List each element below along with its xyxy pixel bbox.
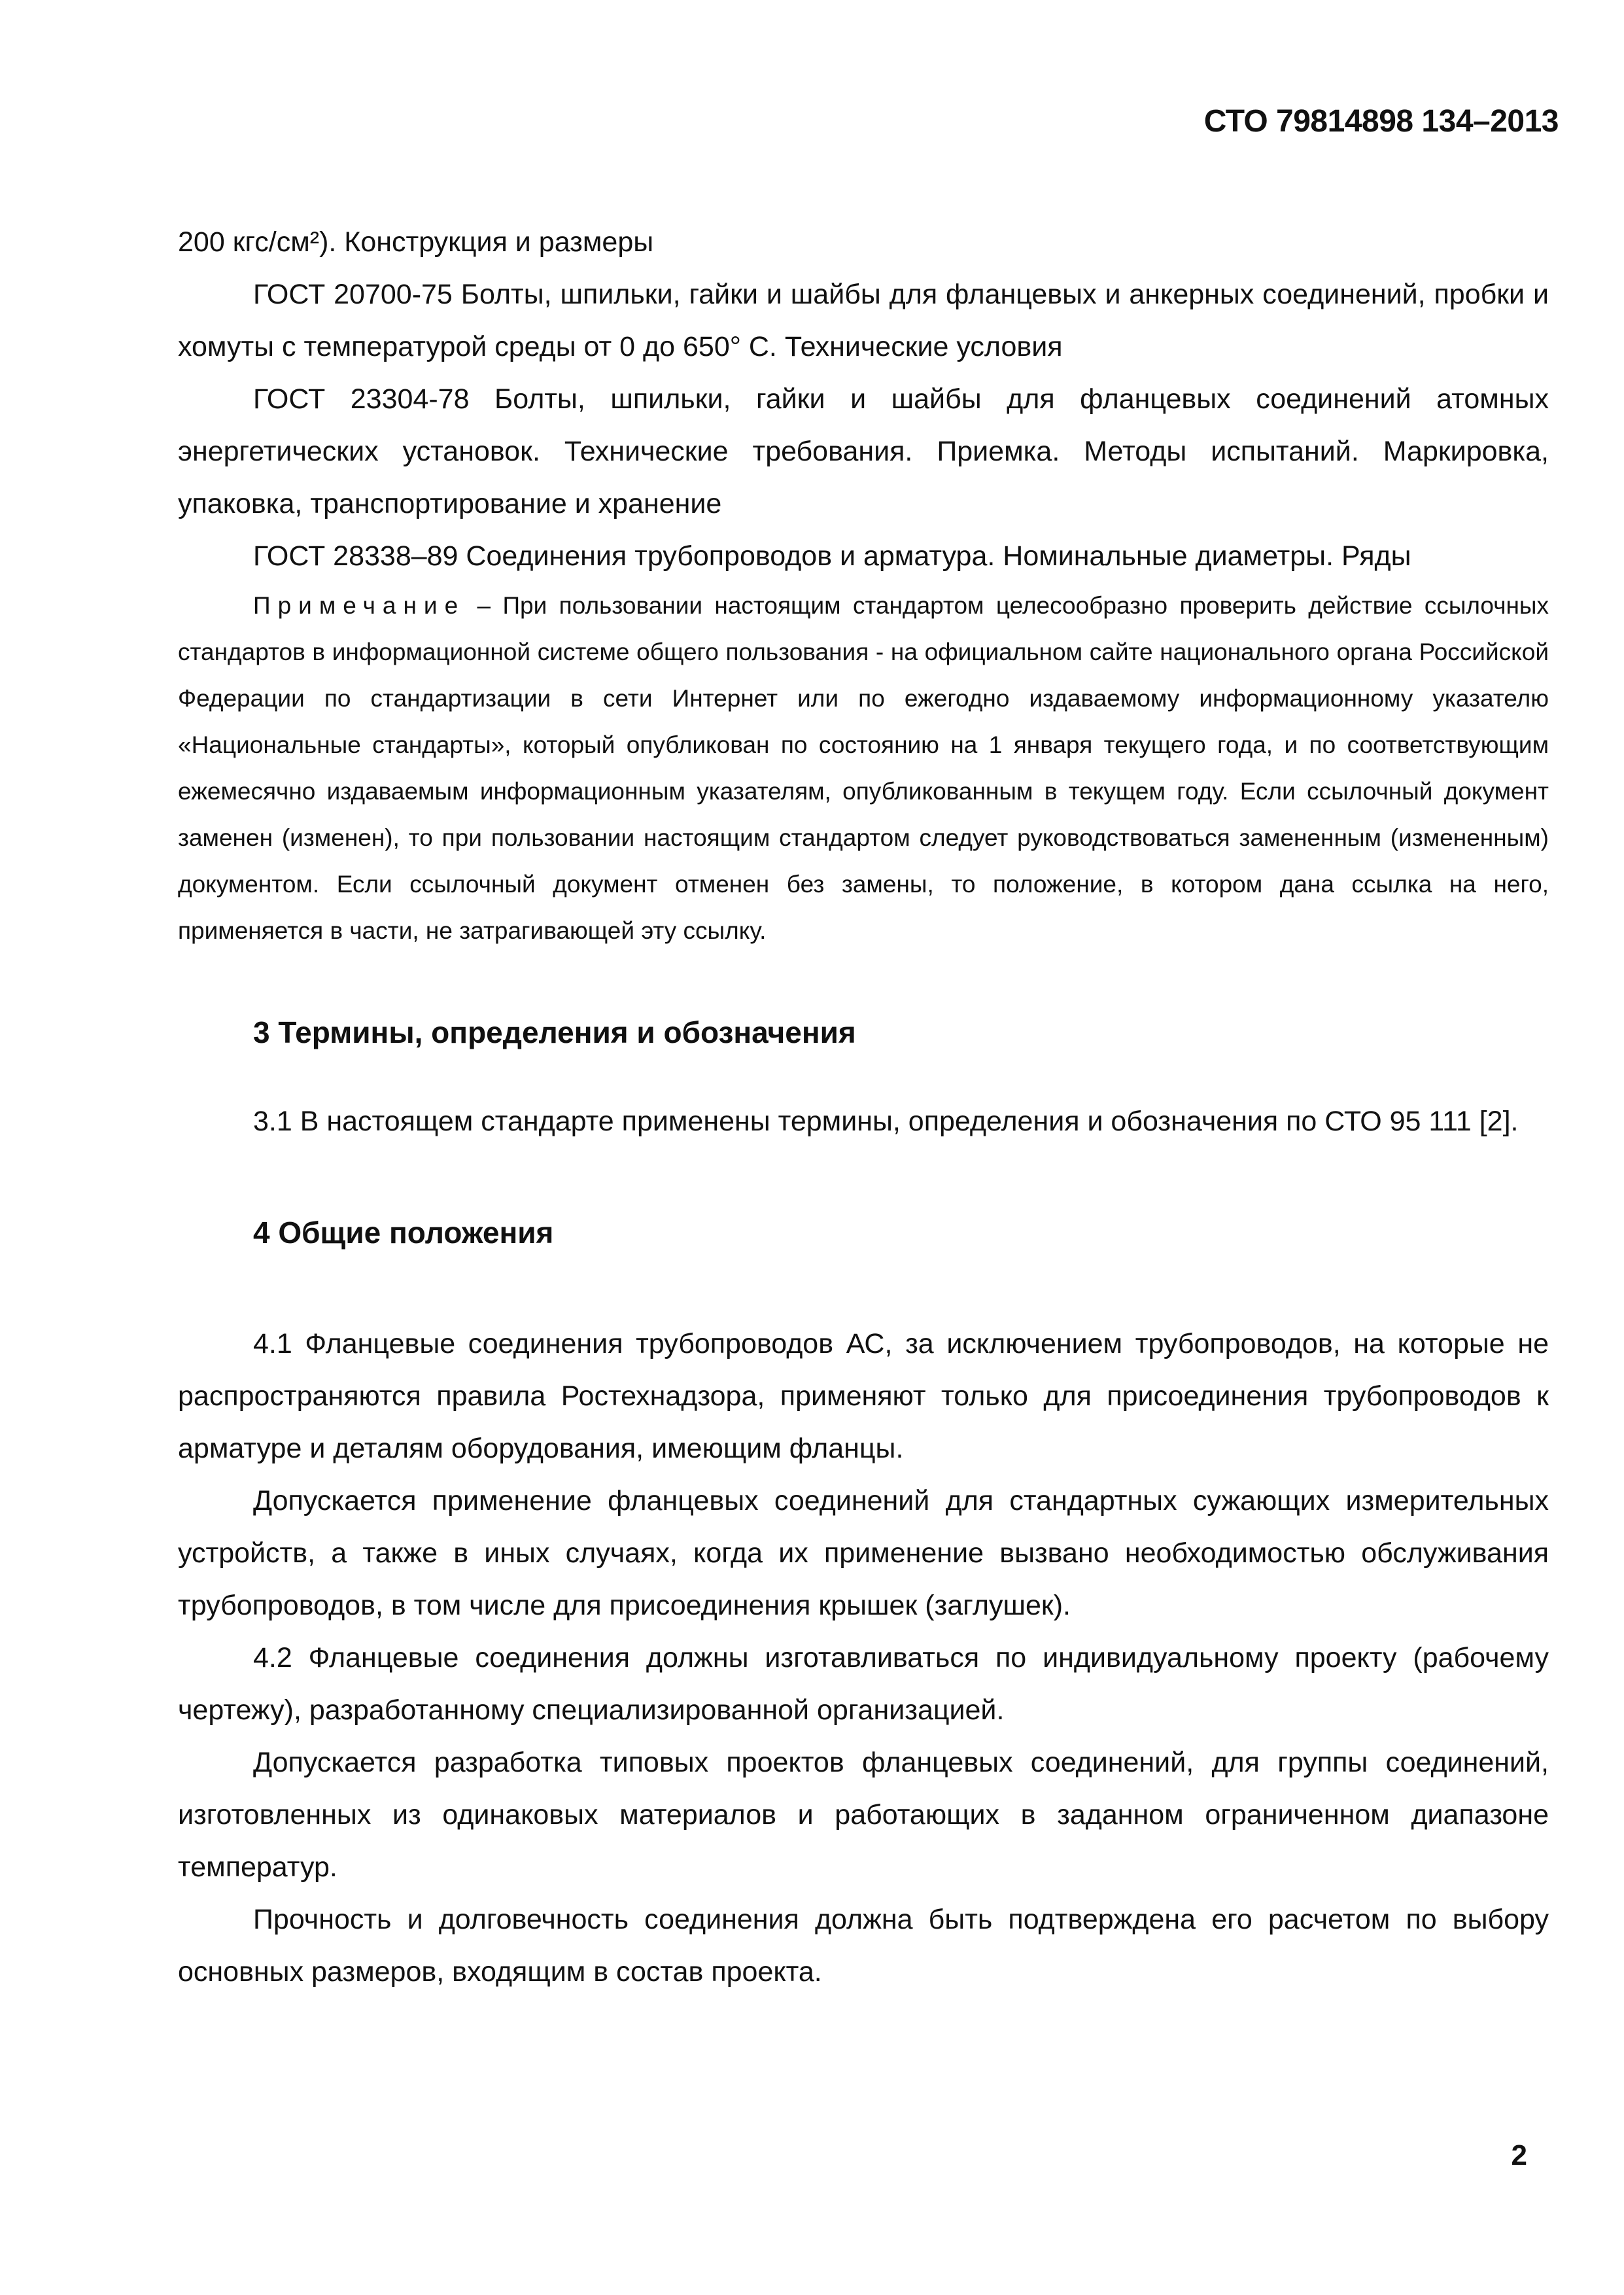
reference-line: 200 кгс/см²). Конструкция и размеры [178,226,654,258]
paragraph-4-2-c: Прочность и долговечность соединения должна быть подтверждена его расчетом по выбору основных размеров, входящим в состав проекта. [178,1904,1549,1988]
reference-gost-20700: ГОСТ 20700-75 Болты, шпильки, гайки и шайбы для фланцевых и анкерных соединений, пробки и хомуты с температурой среды от 0 до 650° С. Технические условия [178,279,1549,362]
page-content [178,216,1549,1998]
section-4-heading: 4 Общие положения [253,1216,554,1250]
paragraph-4-2-b: Допускается разработка типовых проектов фланцевых соединений, для группы соединений, изготовленных из одинаковых материалов и работающих в заданном ограниченном диапазоне температур. [178,1747,1549,1883]
paragraph-3-1: 3.1 В настоящем стандарте применены термины, определения и обозначения по СТО 95 111 [2]. [253,1106,1519,1137]
document-code: СТО 79814898 134–2013 [1203,104,1559,139]
paragraph-4-2: 4.2 Фланцевые соединения должны изготавливаться по индивидуальному проекту (рабочему чертежу), разработанному специализированной организацией. [178,1642,1549,1726]
paragraph-4-1: 4.1 Фланцевые соединения трубопроводов АС, за исключением трубопроводов, на которые не распространяются правила Ростехнадзора, применяют только для присоединения трубопроводов к арматуре и деталям оборудования, имеющим фланцы. [178,1328,1549,1464]
note-paragraph [178,582,1549,954]
note-text: – При пользовании настоящим стандартом целесообразно проверить действие ссылочных стандартов в информационной системе общего пользования - на официальном сайте национального органа Российской Федерации по стандартизации в сети Интернет или по ежегодно издаваемому информационному указателю «Национальные стандарты», который опубликован по состоянию на 1 января текущего года, и по соответствующим ежемесячно издаваемым информационным указателям, опубликованным в текущем году. Если ссылочный документ заменен (изменен), то при пользовании настоящим стандартом следует руководствоваться замененным (измененным) документом. Если ссылочный документ отменен без замены, то положение, в котором дана ссылка на него, применяется в части, не затрагивающей эту ссылку. [178,592,1549,944]
reference-gost-23304: ГОСТ 23304-78 Болты, шпильки, гайки и шайбы для фланцевых соединений атомных энергетических установок. Технические требования. Приемка. Методы испытаний. Маркировка, упаковка, транспортирование и хранение [178,383,1549,519]
paragraph-4-1-b: Допускается применение фланцевых соединений для стандартных сужающих измерительных устройств, а также в иных случаях, когда их применение вызвано необходимостью обслуживания трубопроводов, в том числе для присоединения крышек (заглушек). [178,1485,1549,1621]
note-label: Примечание [253,592,466,619]
page-number: 2 [1511,2139,1527,2171]
reference-gost-28338: ГОСТ 28338–89 Соединения трубопроводов и арматура. Номинальные диаметры. Ряды [253,540,1411,572]
section-3-heading: 3 Термины, определения и обозначения [253,1015,856,1049]
